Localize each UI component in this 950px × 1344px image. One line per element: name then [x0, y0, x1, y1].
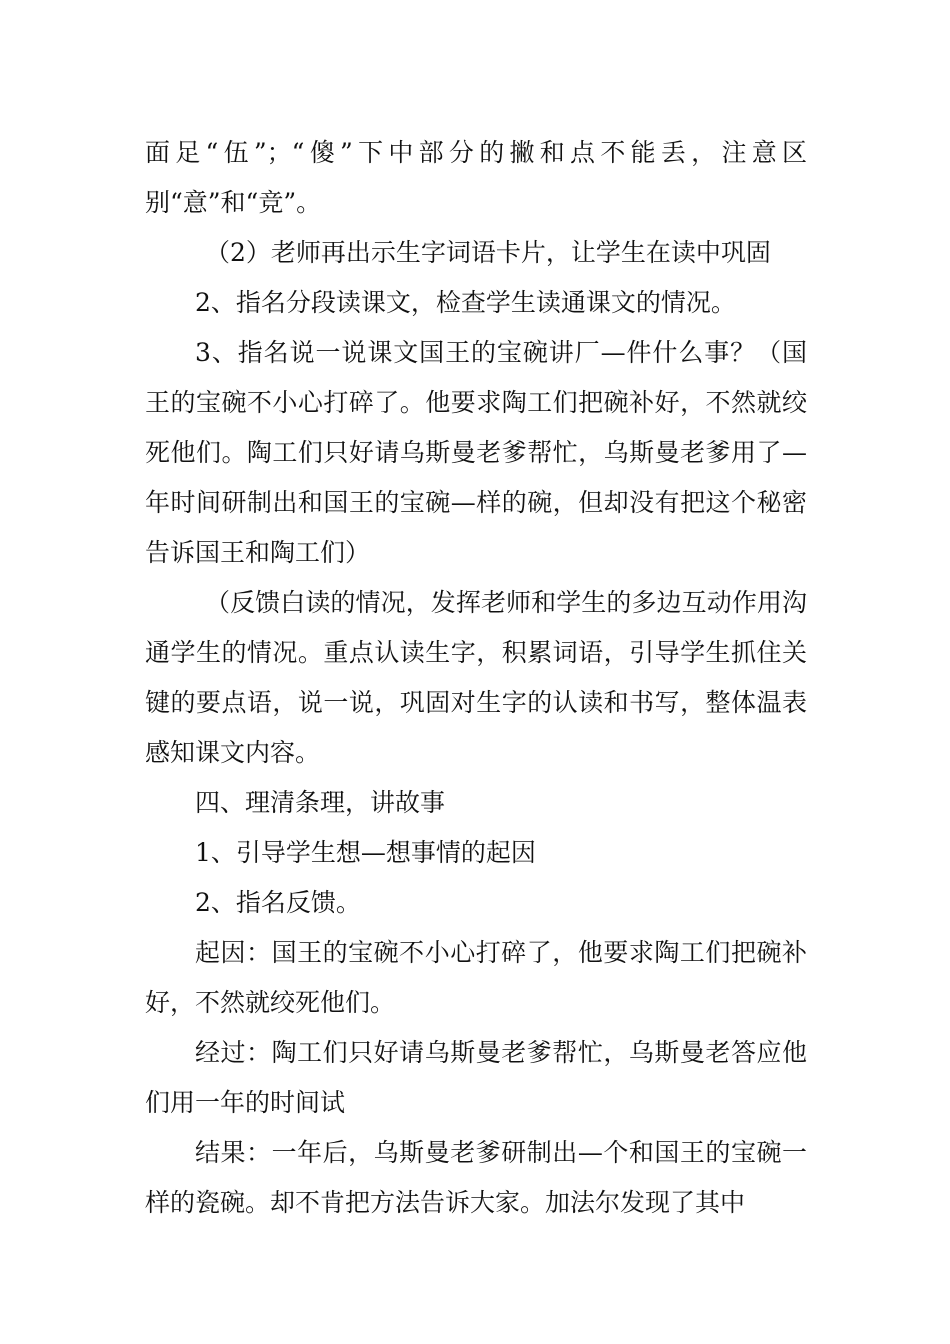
paragraph-process: 经过：陶工们只好请乌斯曼老爹帮忙，乌斯曼老答应他们用一年的时间试 — [145, 1038, 807, 1117]
paragraph-step-feedback: 2、指名反馈。 — [195, 888, 361, 917]
paragraph-character-notes: 面足“伍”；“傻”下中部分的撇和点不能丢，注意区别“意”和“竞”。 — [145, 138, 807, 217]
paragraph-section-reading: 2、指名分段读课文，检查学生读通课文的情况。 — [195, 288, 736, 317]
paragraph-result: 结果：一年后，乌斯曼老爹研制出—个和国王的宝碗一样的瓷碗。却不肯把方法告诉大家。加法尔发现了其中 — [145, 1138, 807, 1217]
document-body — [145, 128, 807, 1228]
paragraph-story-summary: 3、指名说一说课文国王的宝碗讲厂—件什么事？（国王的宝碗不小心打碎了。他要求陶工们把碗补好，不然就绞死他们。陶工们只好请乌斯曼老爹帮忙，乌斯曼老爹用了—年时间研制出和国王的宝碗—样的碗，但却没有把这个秘密告诉国王和陶工们） — [145, 338, 807, 567]
paragraph-feedback-note: （反馈白读的情况，发挥老师和学生的多边互动作用沟通学生的情况。重点认读生字，积累词语，引导学生抓住关键的要点语，说一说，巩固对生字的认读和书写，整体温表感知课文内容。 — [145, 588, 807, 767]
paragraph-step-cause: 1、引导学生想—想事情的起因 — [195, 838, 536, 867]
section-heading-four: 四、理清条理，讲故事 — [195, 788, 446, 817]
paragraph-cause: 起因：国王的宝碗不小心打碎了，他要求陶工们把碗补好，不然就绞死他们。 — [145, 938, 807, 1017]
paragraph-word-cards: （2）老师再出示生字词语卡片，让学生在读中巩固 — [205, 238, 771, 267]
